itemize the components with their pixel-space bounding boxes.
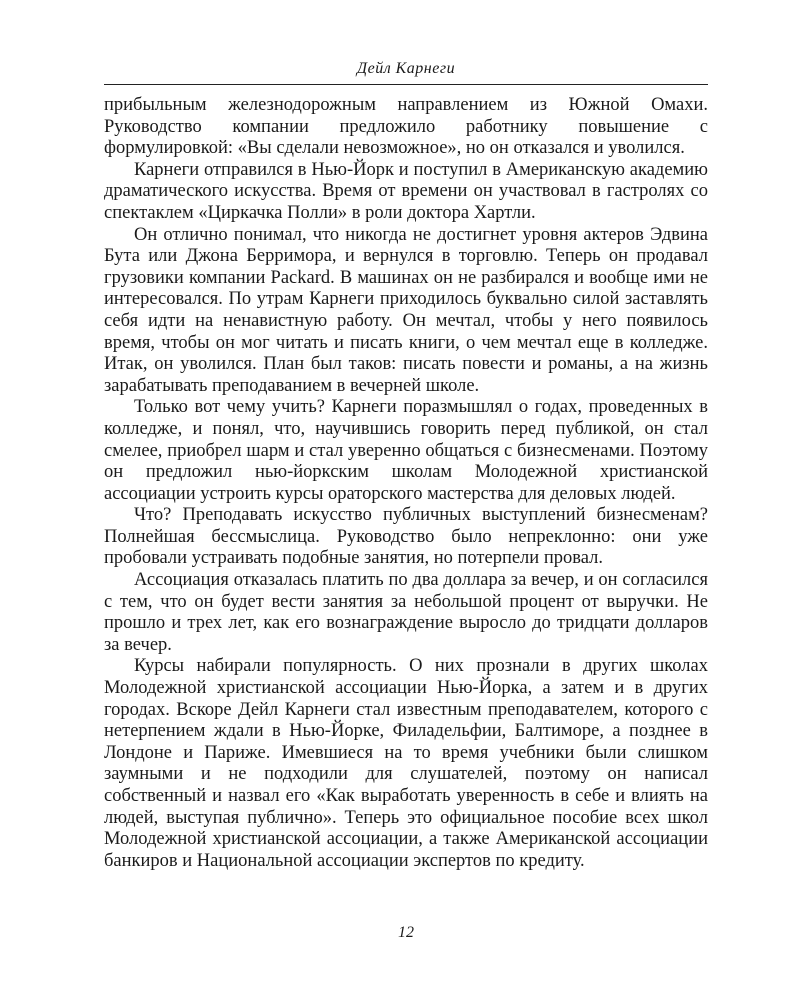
running-head-title: Дейл Карнеги <box>356 60 456 77</box>
paragraph-2: Карнеги отправился в Нью-Йорк и поступил в Американскую академию драматического искусства. Время от времени он участвовал в гастролях со спектаклем «Циркачка Полли» в роли доктора Хартли. <box>104 159 708 223</box>
paragraph-3: Он отлично понимал, что никогда не достигнет уровня актеров Эдвина Бута или Джона Берримора, и вернулся в торговлю. Теперь он продавал грузовики компании Packard. В машинах он не разбирался и вообще ими не интересовался. По утрам Карнеги приходилось буквально силой заставлять себя идти на ненавистную работу. Он мечтал, чтобы у него появилось время, чтобы он мог читать и писать книги, о чем мечтал еще в колледже. Итак, он уволился. План был таков: писать повести и романы, а на жизнь зарабатывать преподаванием в вечерней школе. <box>104 224 708 396</box>
header-rule <box>104 84 708 85</box>
body-text <box>104 95 708 872</box>
paragraph-5: Что? Преподавать искусство публичных выступлений бизнесменам? Полнейшая бессмыслица. Руководство было непреклонно: они уже пробовали устраивать подобные занятия, но потерпели провал. <box>104 505 708 569</box>
paragraph-6: Ассоциация отказалась платить по два доллара за вечер, и он согласился с тем, что он будет вести занятия за небольшой процент от выручки. Не прошло и трех лет, как его вознаграждение выросло до тридцати долларов за вечер. <box>104 570 708 655</box>
page-number: 12 <box>398 924 414 941</box>
paragraph-4: Только вот чему учить? Карнеги поразмышлял о годах, проведенных в колледже, и понял, что, научившись говорить перед публикой, он стал смелее, приобрел шарм и стал уверенно общаться с бизнесменами. Поэтому он предложил нью-йоркским школам Молодежной христианской ассоциации устроить курсы ораторского мастерства для деловых людей. <box>104 397 708 504</box>
paragraph-1: прибыльным железнодорожным направлением из Южной Омахи. Руководство компании предложило работнику повышение с формулировкой: «Вы сделали невозможное», но он отказался и уволился. <box>104 95 708 159</box>
paragraph-7: Курсы набирали популярность. О них прознали в других школах Молодежной христианской ассоциации Нью-Йорка, а затем и в других городах. Вскоре Дейл Карнеги стал известным преподавателем, которого с нетерпением ждали в Нью-Йорке, Филадельфии, Балтиморе, а позднее в Лондоне и Париже. Имевшиеся на то время учебники были слишком заумными и не подходили для слушателей, поэтому он написал собственный и назвал его «Как выработать уверенность в себе и влиять на людей, выступая публично». Теперь это официальное пособие всех школ Молодежной христианской ассоциации, а также Американской ассоциации банкиров и Национальной ассоциации экспертов по кредиту. <box>104 656 708 871</box>
